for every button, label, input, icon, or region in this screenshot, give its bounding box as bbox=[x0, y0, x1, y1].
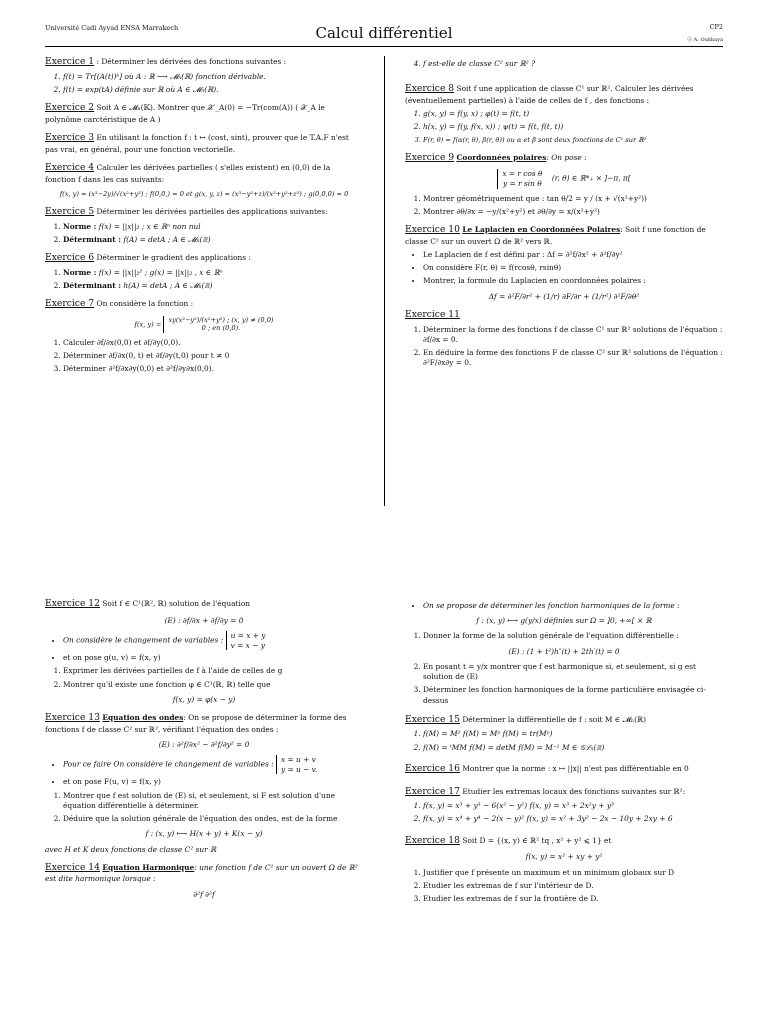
item-label: Déterminant : bbox=[63, 280, 121, 290]
exercise-5 bbox=[45, 206, 363, 245]
list-item: 2. f(x, y) = x⁴ + y⁴ − 2(x − y)² f(x, y) = x² + 3y² − 2x − 10y + 2xy + 6 bbox=[423, 814, 723, 824]
item-text: f(x) = ||x||₂² ; g(x) = ||x||₂ , x ∈ ℝⁿ bbox=[96, 267, 223, 277]
exercise-title: Exercice 18 bbox=[405, 834, 460, 846]
page-2 bbox=[0, 512, 768, 1024]
exercise-16 bbox=[405, 763, 723, 776]
formula-cases bbox=[163, 316, 273, 333]
list-item: • Le Laplacien de f est défini par : Δf = ∂²f/∂x² + ∂²f/∂y² bbox=[423, 250, 723, 260]
harmonic-form: f : (x, y) ⟼ g(y/x) définies sur Ω = ]0, +∞[ × ℝ bbox=[476, 616, 652, 626]
list-item: 2. Montrer qu'il existe une fonction φ ∈ C¹(ℝ, ℝ) telle que bbox=[63, 680, 363, 690]
list-item: 1. Donner la forme de la solution générale de l'equation différentielle : bbox=[423, 631, 723, 641]
formula: f(x, y) = (x³−2y)/√(x²+y²) ; f(0,0,) = 0 et g(x, y, z) = (x³−y²+z)/(x²+y²+z²) ; g(0,0,0) = 0 bbox=[59, 189, 349, 198]
list-item: 2. Déduire que la solution générale de l'équation des ondes, est de la forme bbox=[63, 814, 363, 824]
item-label: Norme : bbox=[63, 267, 97, 277]
exercise-14 bbox=[45, 862, 363, 900]
exercise-11 bbox=[405, 309, 723, 369]
header-author: Ⓐ A. Ouhbaya bbox=[687, 37, 723, 43]
exercise-title: Exercice 16 bbox=[405, 762, 460, 774]
exercise-7 bbox=[45, 298, 363, 374]
exercise-4 bbox=[45, 162, 363, 199]
exercise-text: : Soit f une fonction de classe C² sur un ouvert Ω de ℝ² vers ℝ. bbox=[405, 225, 706, 246]
exercise-8 bbox=[405, 83, 723, 144]
exercise-title: Exercice 14 bbox=[45, 861, 100, 873]
header-code: CP2 bbox=[709, 23, 723, 31]
list-item: • Montrer, la formule du Laplacien en coordonnées polaires : bbox=[423, 276, 723, 286]
piecewise-formula bbox=[45, 316, 363, 333]
list-item bbox=[63, 222, 363, 232]
exercise-13 bbox=[45, 712, 363, 855]
left-column bbox=[45, 56, 363, 382]
exercise-text: Soit f ∈ C¹(ℝ², ℝ) solution de l'équation bbox=[100, 599, 251, 608]
exercise-title: Exercice 11 bbox=[405, 308, 460, 320]
list-item: 4. f est-elle de classe C² sur ℝ² ? bbox=[423, 59, 723, 69]
item-text: f(A) = detA ; A ∈ 𝓜ₙ(ℝ) bbox=[121, 234, 211, 244]
list-item: 1. Exprimer les dérivées partielles de f à l'aide de celles de g bbox=[63, 666, 363, 676]
column-divider bbox=[384, 56, 385, 506]
header-university: Université Cadi Ayyad ENSA Marrakech bbox=[45, 24, 179, 32]
exercise-intro: : On pose : bbox=[546, 152, 587, 162]
exercise-9 bbox=[405, 152, 723, 217]
case-1: xy(x²−y²)/(x²+y²) ; (x, y) ≠ (0,0) bbox=[168, 315, 274, 324]
sys-line-2: y = r sin θ bbox=[503, 178, 542, 188]
list-item bbox=[63, 281, 363, 291]
exercise-text: Déterminer la différentielle de f : soit M ∈ 𝓜ₙ(ℝ) bbox=[460, 714, 646, 724]
exercise-subtitle: Equation Harmonique bbox=[102, 862, 195, 872]
system-braces bbox=[226, 631, 266, 650]
list-item: 1. Déterminer la forme des fonctions f de classe C¹ sur ℝ² solutions de l'équation : ∂f/∂x = 0. bbox=[423, 325, 723, 345]
exercise-title: Exercice 7 bbox=[45, 298, 95, 310]
exercise-12 bbox=[45, 598, 363, 705]
sys-line-1: x = u + v bbox=[280, 755, 316, 765]
list-item: 1. f(t) = Tr[(A(t))ᵏ] où A : ℝ ⟶ 𝓜ₙ(ℝ) fonction dérivable. bbox=[63, 72, 363, 82]
exercise-title: Exercice 9 bbox=[405, 151, 455, 163]
exercise-title: Exercice 1 bbox=[45, 56, 95, 67]
item-text: h(A) = detA ; A ∈ 𝓜ₙ(ℝ) bbox=[121, 280, 213, 290]
list-item: 2. En posant t = y/x montrer que f est harmonique si, et seulement, si g est solution de (E) bbox=[423, 662, 723, 682]
exercise-text: Calculer les dérivées partielles ( s'elles existent) en (0,0) de la fonction f dans les cas suivants: bbox=[45, 162, 331, 184]
list-item: • et on pose g(u, v) = f(x, y) bbox=[63, 653, 363, 663]
ode-equation: (E) : (1 + t²)h″(t) + 2th′(t) = 0 bbox=[508, 646, 620, 656]
exercise-title: Exercice 10 bbox=[405, 224, 460, 236]
exercise-2 bbox=[45, 102, 363, 125]
system-braces bbox=[497, 169, 542, 188]
exercise-text: Etudier les extremas locaux des fonctions suivantes sur ℝ²: bbox=[460, 786, 686, 796]
list-item: 3. F(r, θ) = f(α(r, θ), β(r, θ)) ou α et β sont deux fonctions de C¹ sur ℝ² bbox=[423, 136, 723, 145]
exercise-1 bbox=[45, 56, 363, 95]
exercise-title: Exercice 3 bbox=[45, 132, 95, 144]
list-item: 2. En déduire la forme des fonctions F de classe C² sur ℝ² solutions de l'équation : ∂²F/∂x∂y = 0. bbox=[423, 348, 723, 368]
list-item bbox=[63, 235, 363, 245]
list-item: 2. Montrer ∂θ/∂x = −y/(x²+y²) et ∂θ/∂y = x/(x²+y²) bbox=[423, 207, 723, 217]
list-item: 1. Montrer que f est solution de (E) si, et seulement, si F est solution d'une équation différentielle à déterminer. bbox=[63, 791, 363, 811]
item-label: Déterminant : bbox=[63, 234, 121, 244]
list-item bbox=[63, 755, 363, 774]
list-item: • On se propose de déterminer les fonction harmoniques de la forme : bbox=[423, 601, 723, 611]
item-text: On considère le changement de variables : bbox=[63, 635, 224, 645]
exercise-text: : On se propose de déterminer la forme des fonctions f de classe C² sur ℝ², vérifiant l'équation des ondes : bbox=[45, 713, 347, 734]
harmonic-equation: ∂²f ∂²f bbox=[193, 889, 215, 899]
polar-system bbox=[405, 169, 723, 188]
exercise-intro: Déterminer les dérivées partielles des applications suivantes: bbox=[94, 206, 328, 216]
exercise-subtitle: Equation des ondes bbox=[102, 713, 184, 723]
item-text: f(x) = ||x||₂ ; x ∈ ℝⁿ non nul bbox=[96, 221, 201, 231]
sys-line-1: u = x + y bbox=[230, 630, 266, 640]
domain: (r, θ) ∈ ℝ*₊ × ]−π, π[ bbox=[551, 173, 631, 183]
equation: (E) : ∂f/∂x + ∂f/∂y = 0 bbox=[164, 615, 244, 625]
list-item: 1. g(x, y) = f(y, x) ; φ(t) = f(t, t) bbox=[423, 109, 723, 119]
list-item: 3. Déterminer les fonction harmoniques de la forme particulière envisagée ci-dessus bbox=[423, 685, 723, 705]
exercise-10 bbox=[405, 224, 723, 302]
exercise-3 bbox=[45, 132, 363, 155]
list-item: 1. f(M) = M² f(M) = Mᵖ f(M) = tr(Mᵖ) bbox=[423, 729, 723, 739]
exercise-subtitle: Le Laplacien en Coordonnées Polaires bbox=[462, 225, 621, 235]
exercise-intro: : Déterminer les dérivées des fonctions suivantes : bbox=[94, 57, 287, 66]
wave-equation: (E) : ∂²f/∂x² − ∂²f/∂y² = 0 bbox=[158, 739, 250, 749]
exercise-text: Soit D = {(x, y) ∈ ℝ² tq , x² + y² ⩽ 1} et bbox=[460, 835, 612, 845]
system-braces bbox=[276, 755, 317, 774]
exercise-6 bbox=[45, 252, 363, 291]
exercise-text: Soit A ∈ 𝓜ₙ(𝕂). Montrer que 𝒳′_A(0) = −Tr(com(A)) ( 𝒳_A le polynôme carctéristique de A ) bbox=[45, 103, 325, 124]
exercise-title: Exercice 15 bbox=[405, 713, 460, 725]
exercise-15 bbox=[405, 714, 723, 753]
list-item: 2. Etudier les extremas de f sur l'intérieur de D. bbox=[423, 881, 723, 891]
item-label: Norme : bbox=[63, 221, 97, 231]
list-item: 3. Déterminer ∂²f/∂x∂y(0,0) et ∂²f/∂y∂x(0,0). bbox=[63, 364, 363, 374]
general-solution: f : (x, y) ⟼ H(x + y) + K(x − y) bbox=[145, 829, 263, 839]
list-item: • et on pose F(u, v) = f(x, y) bbox=[63, 777, 363, 787]
exercise-text: Soit f une application de classe C¹ sur ℝ². Calculer les dérivées (éventuellement partielles) à l'aide de celles de f , des fonctions : bbox=[405, 84, 694, 105]
exercise-text: Montrer que la norme : x ↦ ||x|| n'est pas différentiable en 0 bbox=[460, 763, 689, 773]
list-item bbox=[63, 631, 363, 650]
exercise-title: Exercice 17 bbox=[405, 785, 460, 797]
sys-line-1: x = r cos θ bbox=[502, 169, 543, 179]
list-item: 1. Calculer ∂f/∂x(0,0) et ∂f/∂y(0,0). bbox=[63, 338, 363, 348]
list-item: 1. f(x, y) = x³ + y³ − 6(x² − y²) f(x, y) = x³ + 2x²y + y³ bbox=[423, 801, 723, 811]
right-column bbox=[405, 598, 723, 911]
sys-line-2: y = u − v. bbox=[280, 764, 318, 774]
exercise-text: En utilisant la fonction f : t ↦ (cost, sint), prouver que le T.A.F n'est pas vrai, en général, pour une fonction vectorielle. bbox=[45, 133, 349, 154]
exercise-intro: Déterminer le gradient des applications : bbox=[94, 253, 251, 263]
list-item: 2. f(M) = ᵗMM f(M) = detM f(M) = M⁻¹ M ∈ 𝒢ℒₙ(ℝ) bbox=[423, 743, 723, 753]
item-text: Pour ce faire On considère le changement de variables : bbox=[63, 759, 274, 769]
header-rule bbox=[45, 46, 723, 47]
list-item: • On considère F(r, θ) = f(rcosθ, rsinθ) bbox=[423, 263, 723, 273]
list-item: 2. Déterminer ∂f/∂x(0, t) et ∂f/∂y(t,0) pour t ≠ 0 bbox=[63, 351, 363, 361]
exercise-title: Exercice 6 bbox=[45, 252, 95, 264]
exercise-title: Exercice 4 bbox=[45, 161, 95, 173]
exercise-18 bbox=[405, 835, 723, 905]
list-item: 1. Montrer géométriquement que : tan θ/2 = y / (x + √(x²+y²)) bbox=[423, 194, 723, 204]
exercise-title: Exercice 13 bbox=[45, 712, 100, 724]
exercise-title: Exercice 5 bbox=[45, 205, 95, 217]
exercise-title: Exercice 12 bbox=[45, 598, 100, 609]
exercise-intro: On considère la fonction : bbox=[94, 299, 194, 309]
list-item: 3. Etudier les extremas de f sur la frontière de D. bbox=[423, 894, 723, 904]
list-item: 2. h(x, y) = f(y, f(x, x)) ; ψ(t) = f(t, f(t, t)) bbox=[423, 122, 723, 132]
exercise-text: : une fonction f de C² sur un ouvert Ω de ℝ² est dite harmonique lorsque : bbox=[45, 862, 358, 884]
list-item bbox=[63, 268, 363, 278]
right-column bbox=[405, 56, 723, 375]
list-item: 2. f(t) = exp(tA) définie sur ℝ où A ∈ 𝓜ₙ(ℝ). bbox=[63, 85, 363, 95]
result-formula: f(x, y) = φ(x − y) bbox=[172, 694, 236, 704]
exercise-subtitle: Coordonnées polaires bbox=[456, 152, 547, 162]
formula-lhs: f(x, y) = bbox=[134, 320, 162, 329]
laplacian-formula: Δf = ∂²F/∂r² + (1/r) ∂F/∂r + (1/r²) ∂²F/∂θ² bbox=[488, 291, 640, 301]
case-2: 0 ; en (0,0). bbox=[201, 324, 241, 333]
exercise-title: Exercice 8 bbox=[405, 83, 455, 95]
header-title: Calcul différentiel bbox=[315, 24, 453, 42]
exercise-title: Exercice 2 bbox=[45, 102, 95, 114]
left-column bbox=[45, 598, 363, 907]
sys-line-2: v = x − y bbox=[230, 640, 265, 650]
note: avec H et K deux fonctions de classe C² sur ℝ bbox=[45, 844, 217, 854]
exercise-17 bbox=[405, 786, 723, 825]
function-formula: f(x, y) = x² + xy + y² bbox=[525, 852, 603, 862]
list-item: 1. Justifier que f présente un maximum et un minimum globaux sur D bbox=[423, 868, 723, 878]
